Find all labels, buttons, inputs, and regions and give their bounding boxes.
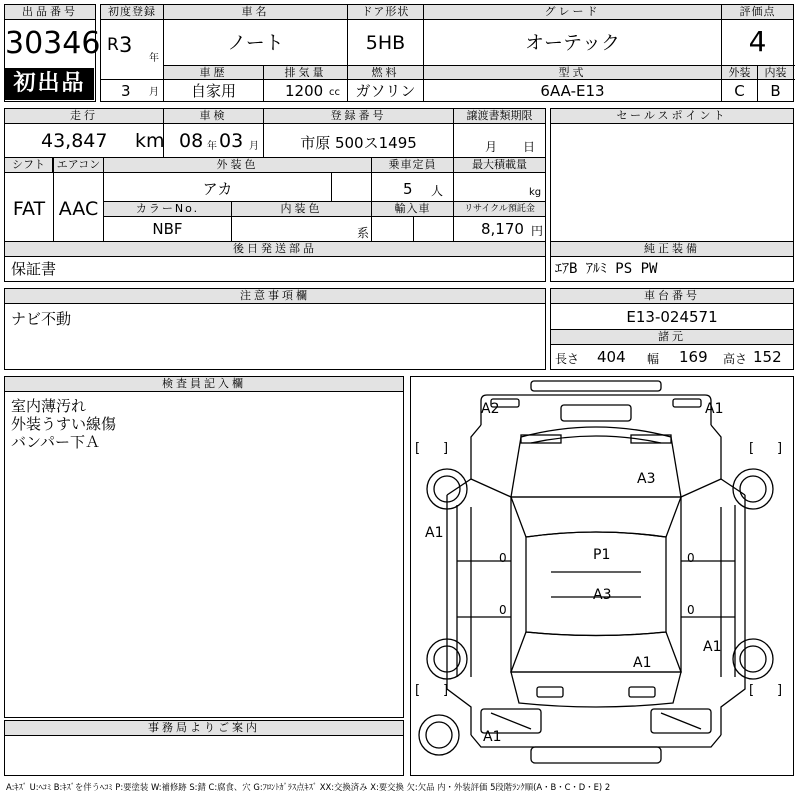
registration-label: 登録番号: [264, 109, 453, 124]
history-label: 車歴: [164, 66, 263, 79]
displacement-value: 1200: [285, 82, 324, 100]
lot-label: 出品番号: [5, 5, 95, 20]
office-label: 事務局よりご案内: [5, 721, 403, 736]
mark-zero-left-rear: 0: [499, 603, 507, 617]
shift-label: シフト: [5, 158, 53, 173]
mileage-unit: km: [135, 130, 165, 152]
bracket-right-bottom-close: ]: [777, 683, 783, 698]
score-value: 4: [748, 25, 767, 58]
first-reg-label: 初度登録: [101, 5, 163, 20]
bracket-right-top-open: [: [749, 441, 755, 456]
mark-a3-roof: A3: [593, 587, 612, 603]
capacity-label: 乗車定員: [372, 158, 453, 173]
bracket-right-top-close: ]: [777, 441, 783, 456]
mileage-value: 43,847: [41, 130, 108, 152]
color-no-value: NBF: [152, 220, 183, 238]
int-color-unit: 系: [357, 226, 370, 240]
mark-a1-trunk: A1: [633, 655, 652, 671]
car-outline: [411, 377, 792, 774]
inspector-box: [4, 376, 404, 718]
specs-label: 諸元: [551, 330, 793, 345]
lot-number: 30346: [5, 26, 101, 61]
history-value: 自家用: [190, 82, 236, 100]
legend-text: A:ｷｽﾞ U:ﾍｺﾐ B:ｷｽﾞを伴うﾍｺﾐ P:要塗装 W:補修跡 S:錆 C:腐食、穴 G:ﾌﾛﾝﾄｶﾞﾗｽ点ｷｽﾞ XX:交換済み X:要交換 欠:欠品 内・外装評価 5段階ﾗﾝｸ順(A・B・C・D・E) 2: [6, 782, 611, 792]
first-reg-month-unit: 月: [149, 87, 159, 98]
inspection-year-unit: 年: [207, 141, 217, 152]
bracket-left-top-close: ]: [443, 441, 449, 456]
bracket-left-bottom-open: [: [415, 683, 421, 698]
shift-value: FAT: [12, 198, 46, 220]
max-load-label: 最大積載量: [454, 158, 545, 173]
car-name-value: ノート: [227, 32, 284, 54]
inspection-month-unit: 月: [249, 141, 259, 152]
mark-a2-front-left: A2: [481, 401, 500, 417]
color-no-label: カラーNo.: [104, 202, 231, 217]
inspection-label: 車検: [164, 109, 263, 124]
door-value: 5HB: [365, 32, 406, 54]
spec-grid: [4, 108, 546, 282]
displacement-unit: cc: [329, 87, 340, 98]
office-box: [4, 720, 404, 776]
first-reg-month: 3: [121, 82, 131, 100]
displacement-label: 排気量: [264, 66, 347, 79]
model-code-label: 型式: [424, 66, 721, 79]
bracket-left-bottom-close: ]: [443, 683, 449, 698]
first-listing-badge: [5, 68, 94, 100]
grade-label: グレード: [424, 5, 721, 20]
registration-value: 市原 500ス1495: [300, 134, 417, 152]
first-listing-badge-text: 初出品: [13, 71, 86, 96]
exterior-grade-label: 外装: [722, 66, 757, 79]
inspection-month: 03: [219, 130, 244, 152]
width-label: 幅: [647, 352, 660, 366]
inspector-line-3: バンパー下Ａ: [11, 433, 100, 451]
chassis-box: [550, 288, 794, 370]
equipment-label: 純正装備: [551, 242, 793, 257]
mark-a1-rear-right: A1: [703, 639, 722, 655]
chassis-label: 車台番号: [551, 289, 793, 304]
aircon-value: AAC: [58, 198, 99, 220]
recycle-value: 8,170: [481, 220, 524, 238]
recycle-label: リサイクル預託金: [454, 202, 545, 217]
equipment-value: ｴｱB ｱﾙﾐ PS PW: [555, 261, 658, 277]
interior-grade-label: 内装: [758, 66, 793, 79]
capacity-unit: 人: [431, 184, 444, 198]
notes-value: ナビ不動: [11, 310, 72, 328]
inspection-year: 08: [179, 130, 204, 152]
mark-zero-left-front: 0: [499, 551, 507, 565]
recycle-unit: 円: [531, 224, 544, 238]
door-label: ドア形状: [348, 5, 423, 20]
mark-a3-hood: A3: [637, 471, 656, 487]
height-label: 高さ: [723, 352, 748, 366]
bracket-left-top-open: [: [415, 441, 421, 456]
inspector-label: 検査員記入欄: [5, 377, 403, 392]
sales-point-box: [550, 108, 794, 282]
car-diagram: [410, 376, 794, 776]
sales-point-label: セールスポイント: [551, 109, 793, 124]
mileage-label: 走行: [5, 109, 163, 124]
ext-color-value: アカ: [202, 180, 233, 198]
transfer-month-unit: 月: [485, 140, 498, 154]
header-grid: [100, 4, 794, 102]
fuel-label: 燃料: [348, 66, 423, 79]
transfer-day-unit: 日: [523, 140, 536, 154]
mark-a1-left: A1: [425, 525, 444, 541]
later-parts-label: 後日発送部品: [5, 242, 545, 257]
ext-color-label: 外装色: [104, 158, 371, 173]
length-value: 404: [597, 348, 626, 366]
bracket-right-bottom-open: [: [749, 683, 755, 698]
mark-a1-bottom: A1: [483, 729, 502, 745]
notes-box: [4, 288, 546, 370]
transfer-deadline-label: 譲渡書類期限: [454, 109, 545, 124]
lot-box: [4, 4, 101, 102]
capacity-value: 5: [403, 180, 413, 198]
grade-value: オーテック: [524, 32, 620, 54]
chassis-value: E13-024571: [626, 308, 718, 326]
model-code-value: 6AA-E13: [540, 82, 605, 100]
interior-grade-value: B: [770, 82, 781, 100]
width-value: 169: [679, 348, 708, 366]
aircon-label: エアコン: [54, 158, 103, 173]
mark-p1-roof: P1: [593, 547, 611, 563]
first-reg-era: R: [107, 35, 119, 55]
first-reg-year-unit: 年: [149, 53, 159, 64]
inspector-line-1: 室内薄汚れ: [11, 397, 87, 415]
length-label: 長さ: [555, 352, 580, 366]
notes-label: 注意事項欄: [5, 289, 545, 304]
import-label: 輸入車: [372, 202, 453, 217]
fuel-value: ガソリン: [355, 82, 416, 100]
int-color-label: 内装色: [232, 202, 371, 217]
car-name-label: 車名: [164, 5, 347, 20]
first-reg-year: 3: [119, 33, 133, 57]
max-load-unit: kg: [529, 187, 542, 198]
mark-zero-right-front: 0: [687, 551, 695, 565]
later-parts-value: 保証書: [11, 260, 57, 278]
inspector-line-2: 外装うすい線傷: [11, 415, 117, 433]
mark-a1-front-right: A1: [705, 401, 724, 417]
exterior-grade-value: C: [734, 82, 745, 100]
score-label: 評価点: [722, 5, 793, 20]
height-value: 152: [753, 348, 782, 366]
mark-zero-right-rear: 0: [687, 603, 695, 617]
